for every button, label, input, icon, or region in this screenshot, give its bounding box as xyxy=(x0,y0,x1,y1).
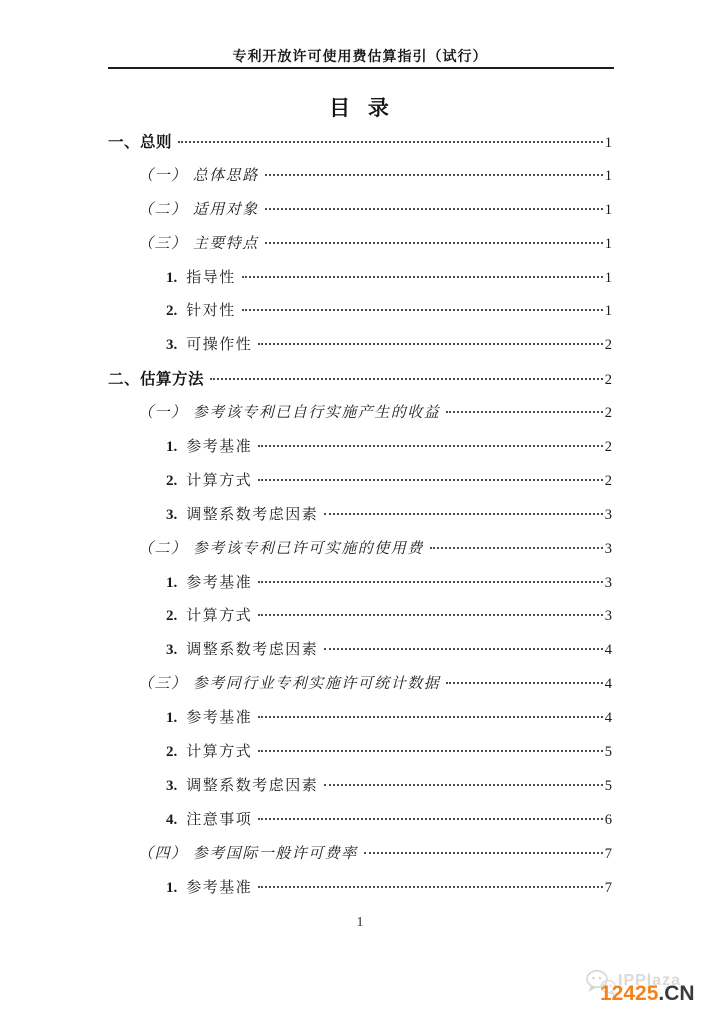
toc-entry[interactable] xyxy=(108,194,612,228)
toc-entry-label: 计算方式 xyxy=(186,744,253,761)
toc-entry[interactable] xyxy=(108,668,612,702)
toc-entry-number: 3. xyxy=(166,337,178,354)
toc-leader-dots xyxy=(446,682,602,684)
toc-entry-label: （二） 参考该专利已许可实施的使用费 xyxy=(138,540,424,557)
toc-entry[interactable] xyxy=(108,397,612,431)
toc-entry-label: 参考基准 xyxy=(186,439,253,456)
toc-entry-label: 一、总则 xyxy=(108,134,173,151)
toc-leader-dots xyxy=(324,784,602,786)
toc-entry-page: 7 xyxy=(604,845,612,862)
toc-leader-dots xyxy=(364,852,603,854)
toc-entry[interactable] xyxy=(108,126,612,160)
toc-entry[interactable] xyxy=(108,567,612,601)
toc-entry-label: 计算方式 xyxy=(186,472,253,489)
toc-entry[interactable] xyxy=(108,228,612,262)
toc-entry-page: 4 xyxy=(604,642,612,659)
watermark-brand-suffix: .CN xyxy=(658,982,695,1005)
toc-leader-dots xyxy=(324,648,602,650)
toc-entry-label: 参考基准 xyxy=(186,710,253,727)
toc-entry-page: 2 xyxy=(604,372,612,389)
site-watermark xyxy=(583,964,717,1016)
toc-leader-dots xyxy=(265,208,603,210)
toc-leader-dots xyxy=(258,886,602,888)
toc-entry[interactable] xyxy=(108,160,612,194)
toc-entry[interactable] xyxy=(108,702,612,736)
toc-entry-label: 调整系数考虑因素 xyxy=(186,777,319,794)
toc-entry[interactable] xyxy=(108,295,612,329)
toc-entry-label: （一） 参考该专利已自行实施产生的收益 xyxy=(138,405,441,422)
toc-leader-dots xyxy=(210,378,603,380)
toc-entry-page: 2 xyxy=(604,405,612,422)
toc-entry[interactable] xyxy=(108,838,612,872)
toc-entry-page: 3 xyxy=(604,506,612,523)
toc-entry[interactable] xyxy=(108,804,612,838)
toc-entry-number: 1. xyxy=(166,269,178,286)
toc-entry-label: 调整系数考虑因素 xyxy=(186,642,319,659)
header-rule xyxy=(108,67,614,69)
toc-entry-number: 4. xyxy=(166,811,178,828)
toc-entry-page: 1 xyxy=(604,135,612,151)
toc-entry-label: 计算方式 xyxy=(186,608,253,625)
toc-entry-label: 可操作性 xyxy=(186,337,253,354)
toc-entry-number: 1. xyxy=(166,574,178,591)
header-title: 专利开放许可使用费估算指引（试行） xyxy=(232,48,488,64)
toc-entry-number: 2. xyxy=(166,303,178,320)
toc-entry-label: 参考基准 xyxy=(186,879,253,896)
toc-leader-dots xyxy=(430,547,603,549)
toc-entry-page: 1 xyxy=(604,269,612,286)
watermark-brand-number: 12425 xyxy=(600,982,659,1005)
toc-leader-dots xyxy=(265,174,603,176)
toc-leader-dots xyxy=(258,445,602,447)
toc-entry-label: （三） 主要特点 xyxy=(138,235,259,252)
toc-entry[interactable] xyxy=(108,465,612,499)
toc-entry-number: 2. xyxy=(166,608,178,625)
toc-entry-page: 4 xyxy=(604,710,612,727)
toc-entry-page: 7 xyxy=(604,879,612,896)
toc-entry-label: （三） 参考同行业专利实施许可统计数据 xyxy=(138,676,441,693)
toc-entry-number: 1. xyxy=(166,439,178,456)
toc-entry[interactable] xyxy=(108,499,612,533)
toc-entry-page: 2 xyxy=(604,337,612,354)
toc-entry[interactable] xyxy=(108,634,612,668)
toc-leader-dots xyxy=(258,343,602,345)
toc-leader-dots xyxy=(258,479,602,481)
toc-entry-page: 5 xyxy=(604,777,612,794)
toc-leader-dots xyxy=(242,276,603,278)
toc-leader-dots xyxy=(324,513,602,515)
toc-entry-label: 调整系数考虑因素 xyxy=(186,506,319,523)
toc-leader-dots xyxy=(258,750,602,752)
toc-entry-number: 2. xyxy=(166,744,178,761)
toc-entry-number: 1. xyxy=(166,879,178,896)
toc-entry-label: 针对性 xyxy=(186,303,236,320)
toc-entry-page: 1 xyxy=(604,303,612,320)
toc-entry-label: 注意事项 xyxy=(186,811,253,828)
toc-entry[interactable] xyxy=(108,770,612,804)
watermark-background-text: IPPlaza xyxy=(618,972,682,989)
toc-entry-label: 指导性 xyxy=(186,269,236,286)
toc-entry-page: 3 xyxy=(604,540,612,557)
toc-entry[interactable] xyxy=(108,872,612,906)
toc-entry-label: （一） 总体思路 xyxy=(138,167,259,184)
toc-entry-number: 1. xyxy=(166,710,178,727)
toc-entry-label: 参考基准 xyxy=(186,574,253,591)
toc-leader-dots xyxy=(258,614,602,616)
toc-list xyxy=(108,126,612,905)
toc-entry[interactable] xyxy=(108,736,612,770)
toc-entry-page: 4 xyxy=(604,676,612,693)
toc-entry-page: 1 xyxy=(604,167,612,184)
toc-entry-page: 1 xyxy=(604,201,612,218)
toc-entry-page: 6 xyxy=(604,811,612,828)
toc-leader-dots xyxy=(446,411,602,413)
toc-entry-page: 2 xyxy=(604,439,612,456)
toc-entry[interactable] xyxy=(108,262,612,296)
toc-entry-label: 二、估算方法 xyxy=(108,371,205,389)
toc-entry-label: （四） 参考国际一般许可费率 xyxy=(138,845,358,862)
toc-leader-dots xyxy=(242,309,603,311)
toc-leader-dots xyxy=(258,581,602,583)
toc-entry-page: 5 xyxy=(604,744,612,761)
toc-entry[interactable] xyxy=(108,533,612,567)
toc-entry[interactable] xyxy=(108,363,612,397)
toc-title: 目 录 xyxy=(329,97,391,120)
toc-entry-number: 3. xyxy=(166,777,178,794)
toc-leader-dots xyxy=(265,242,603,244)
toc-entry-number: 2. xyxy=(166,472,178,489)
toc-leader-dots xyxy=(258,716,602,718)
toc-entry-label: （二） 适用对象 xyxy=(138,201,259,218)
toc-entry-page: 3 xyxy=(604,574,612,591)
toc-entry[interactable] xyxy=(108,600,612,634)
watermark-brand xyxy=(600,982,695,1006)
toc-entry-number: 3. xyxy=(166,506,178,523)
toc-entry[interactable] xyxy=(108,329,612,363)
footer-page-number: 1 xyxy=(356,915,364,930)
toc-entry-number: 3. xyxy=(166,642,178,659)
toc-entry[interactable] xyxy=(108,431,612,465)
toc-entry-page: 2 xyxy=(604,472,612,489)
toc-entry-page: 3 xyxy=(604,608,612,625)
toc-leader-dots xyxy=(178,141,603,143)
toc-leader-dots xyxy=(258,818,602,820)
toc-entry-page: 1 xyxy=(604,235,612,252)
